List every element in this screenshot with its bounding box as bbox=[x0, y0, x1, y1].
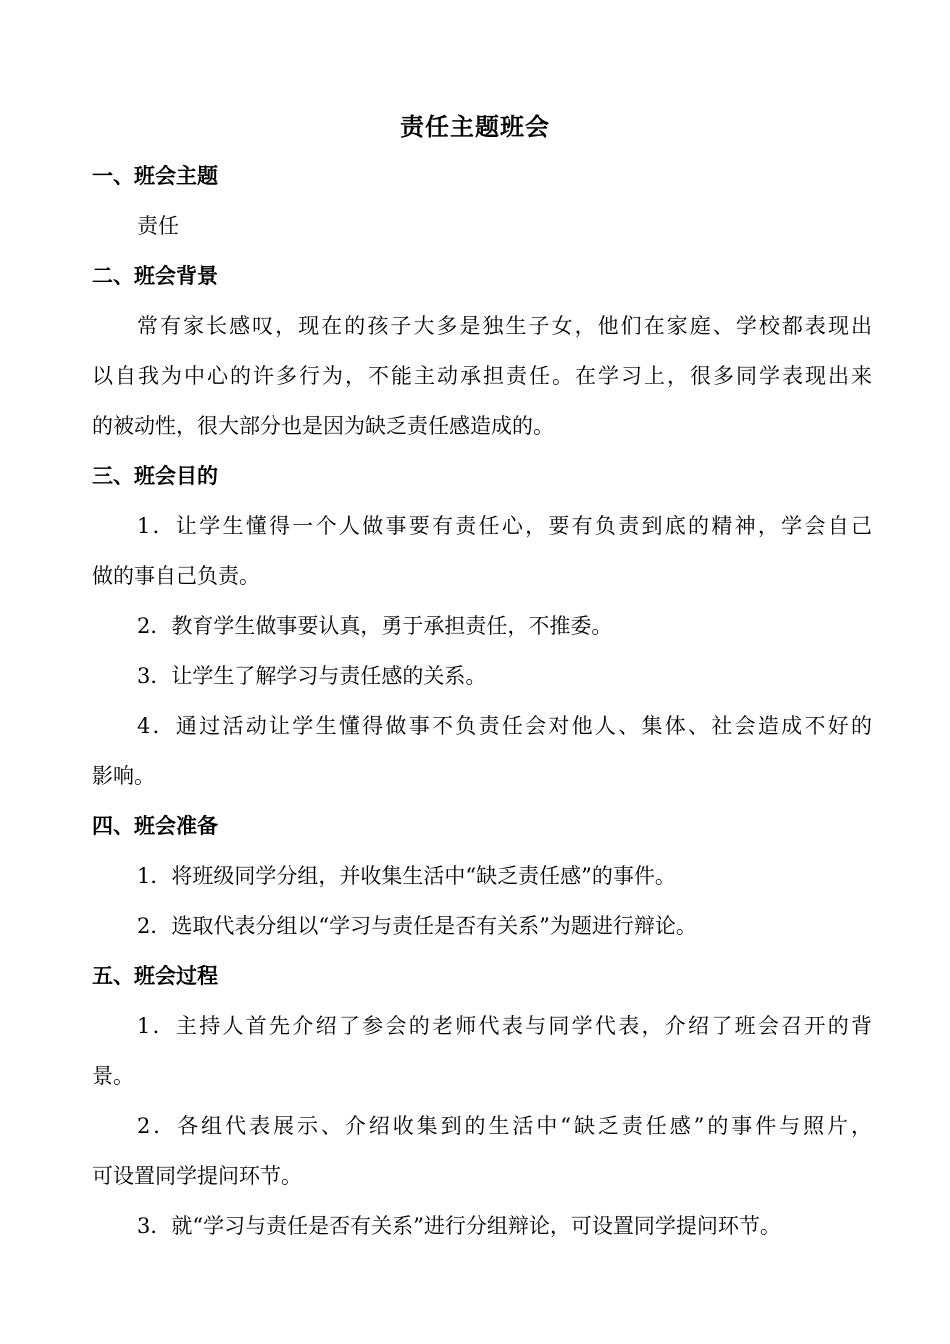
theme-text: 责任 bbox=[137, 214, 179, 238]
section-heading-background: 二、班会背景 bbox=[92, 264, 218, 288]
preparation-item-1: 1．将班级同学分组，并收集生活中“缺乏责任感”的事件。 bbox=[137, 864, 676, 888]
background-paragraph-line: 以自我为中心的许多行为，不能主动承担责任。在学习上，很多同学表现出来 bbox=[92, 364, 872, 388]
goal-item-4-line: 影响。 bbox=[92, 764, 155, 788]
preparation-item-2: 2．选取代表分组以“学习与责任是否有关系”为题进行辩论。 bbox=[137, 914, 697, 938]
process-item-2-line: 2．各组代表展示、介绍收集到的生活中“缺乏责任感”的事件与照片， bbox=[137, 1114, 872, 1138]
process-item-1-line: 1．主持人首先介绍了参会的老师代表与同学代表，介绍了班会召开的背 bbox=[137, 1014, 872, 1038]
process-item-3: 3．就“学习与责任是否有关系”进行分组辩论，可设置同学提问环节。 bbox=[137, 1214, 781, 1238]
section-heading-goals: 三、班会目的 bbox=[92, 464, 218, 488]
background-paragraph-line: 的被动性，很大部分也是因为缺乏责任感造成的。 bbox=[92, 414, 554, 438]
goal-item-1-line: 做的事自己负责。 bbox=[92, 564, 260, 588]
process-item-2-line: 可设置同学提问环节。 bbox=[92, 1164, 302, 1188]
section-heading-preparation: 四、班会准备 bbox=[92, 814, 218, 838]
goal-item-4-line: 4．通过活动让学生懂得做事不负责任会对他人、集体、社会造成不好的 bbox=[137, 714, 872, 738]
goal-item-2: 2．教育学生做事要认真，勇于承担责任，不推委。 bbox=[137, 614, 613, 638]
document-title: 责任主题班会 bbox=[400, 113, 550, 141]
process-item-1-line: 景。 bbox=[92, 1064, 134, 1088]
section-heading-process: 五、班会过程 bbox=[92, 964, 218, 988]
section-heading-theme: 一、班会主题 bbox=[92, 164, 218, 188]
goal-item-1-line: 1．让学生懂得一个人做事要有责任心，要有负责到底的精神，学会自己 bbox=[137, 514, 872, 538]
goal-item-3: 3．让学生了解学习与责任感的关系。 bbox=[137, 664, 487, 688]
background-paragraph-line: 常有家长感叹，现在的孩子大多是独生子女，他们在家庭、学校都表现出 bbox=[137, 314, 872, 338]
